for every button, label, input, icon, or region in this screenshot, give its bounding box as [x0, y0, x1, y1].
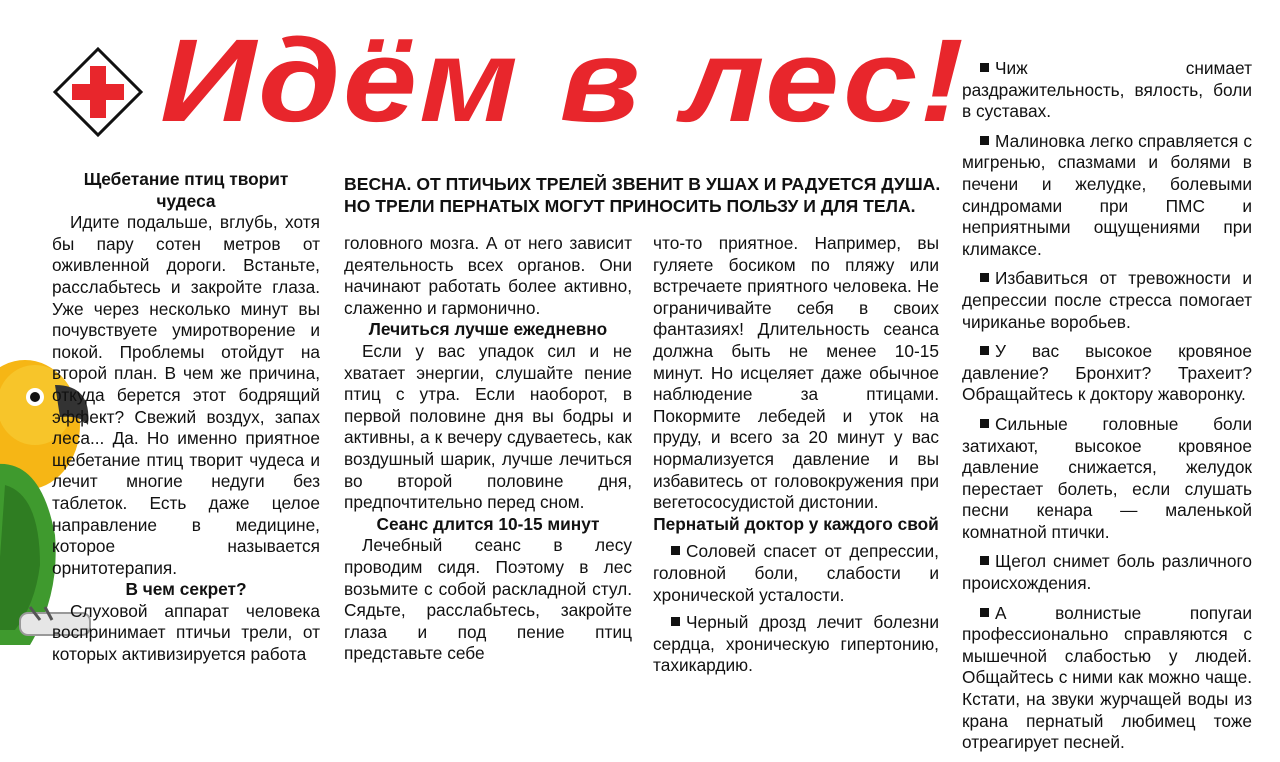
square-bullet-icon	[980, 346, 989, 355]
paragraph-secret-1: Слуховой аппарат человека воспринимает птичьи трели, от которых активизируется работа	[52, 600, 320, 665]
heading-birdsong: Щебетание птиц творит чудеса	[83, 169, 289, 211]
list-item: Щегол снимет боль различного происхождения.	[962, 551, 1252, 594]
list-item: У вас высокое кровяное давление? Бронхит? Трахеит? Обращайтесь к доктору жаворонку.	[962, 341, 1252, 405]
headline: Идём в лес!	[160, 15, 967, 147]
square-bullet-icon	[980, 419, 989, 428]
lead-paragraph: ВЕСНА. ОТ ПТИЧЬИХ ТРЕЛЕЙ ЗВЕНИТ В УШАХ И РАДУЕТСЯ ДУША. НО ТРЕЛИ ПЕРНАТЫХ МОГУТ ПРИНОСИТЬ ПОЛЬЗУ И ДЛЯ ТЕЛА.	[344, 174, 941, 216]
column-3	[653, 233, 939, 677]
list-item: Малиновка легко справляется с мигренью, спазмами и болями в печени и желудке, болевыми синдромами при ПМС и неприятными ощущениями при климаксе.	[962, 130, 1252, 259]
square-bullet-icon	[980, 63, 989, 72]
list-item: Избавиться от тревожности и депрессии после стресса помогает чириканье воробьев.	[962, 268, 1252, 332]
heading-daily: Лечиться лучше ежедневно	[368, 319, 608, 340]
square-bullet-icon	[980, 136, 989, 145]
list-item: Сильные головные боли затихают, высокое кровяное давление снижается, желудок перестает болеть, если слушать песни кенара — маленькой комнатной птички.	[962, 413, 1252, 542]
heading-session: Сеанс длится 10-15 минут	[376, 513, 600, 534]
paragraph-daily: Если у вас упадок сил и не хватает энергии, слушайте пение птиц с утра. Если наоборот, в первой половине дня вы бодры и активны, а к вечеру сдуваетесь, как воздушный шарик, лучше лечиться во второй половине дня, предпочтительно перед сном.	[344, 340, 632, 513]
column-2	[344, 233, 632, 665]
list-item: Чиж снимает раздражительность, вялость, боли в суставах.	[962, 58, 1252, 122]
column-4	[962, 58, 1252, 762]
column-1	[52, 169, 320, 666]
paragraph-intro: Идите подальше, вглубь, хотя бы пару сотен метров от оживленной дороги. Встаньте, расслабьтесь и закройте глаза. Уже через несколько минут вы почувствуете умиротворение и покой. Проблемы отойдут на второй план. В чем же причина, откуда берется этот бодрящий эффект? Свежий воздух, запах леса... Да. Но именно приятное щебетание птиц творит чудеса и лечит многие недуги без таблеток. Есть даже целое направление в медицине, которое называется орнитотерапия.	[52, 212, 320, 578]
list-item: Черный дрозд лечит болезни сердца, хроническую гипертонию, тахикардию.	[653, 612, 939, 676]
heading-secret: В чем секрет?	[125, 579, 247, 600]
paragraph-session-2: что-то приятное. Например, вы гуляете босиком по пляжу или встречаете приятного человека. Не ограничивайте себя в своих фантазиях! Длительность сеанса должна быть не менее 10-15 минут. Но исцеляет даже обычное наблюдение за птицами. Покормите лебедей и уток на пруду, и всего за 20 минут у вас нормализуется давление и вы избавитесь от головокружения при вегетососудистой дистонии.	[653, 233, 939, 513]
paragraph-secret-2: головного мозга. А от него зависит деятельность всех органов. Они начинают работать более активно, слаженно и гармонично.	[344, 233, 632, 318]
square-bullet-icon	[980, 608, 989, 617]
list-item: А волнистые попугаи профессионально справляются с мышечной слабостью у людей. Общайтесь с ними как можно чаще. Кстати, на звуки журчащей воды из крана пернатый любимец тоже отреагирует песней.	[962, 602, 1252, 753]
list-item: Соловей спасет от депрессии, головной боли, слабости и хронической усталости.	[653, 541, 939, 605]
paragraph-session-1: Лечебный сеанс в лесу проводим сидя. Поэтому в лес возьмите с собой раскладной стул. Сядьте, расслабьтесь, закройте глаза и под пение птиц представьте себе	[344, 535, 632, 664]
square-bullet-icon	[671, 617, 680, 626]
square-bullet-icon	[980, 556, 989, 565]
red-cross-icon	[52, 46, 144, 138]
square-bullet-icon	[671, 546, 680, 555]
heading-doctor: Пернатый доктор у каждого свой	[653, 513, 939, 534]
square-bullet-icon	[980, 273, 989, 282]
